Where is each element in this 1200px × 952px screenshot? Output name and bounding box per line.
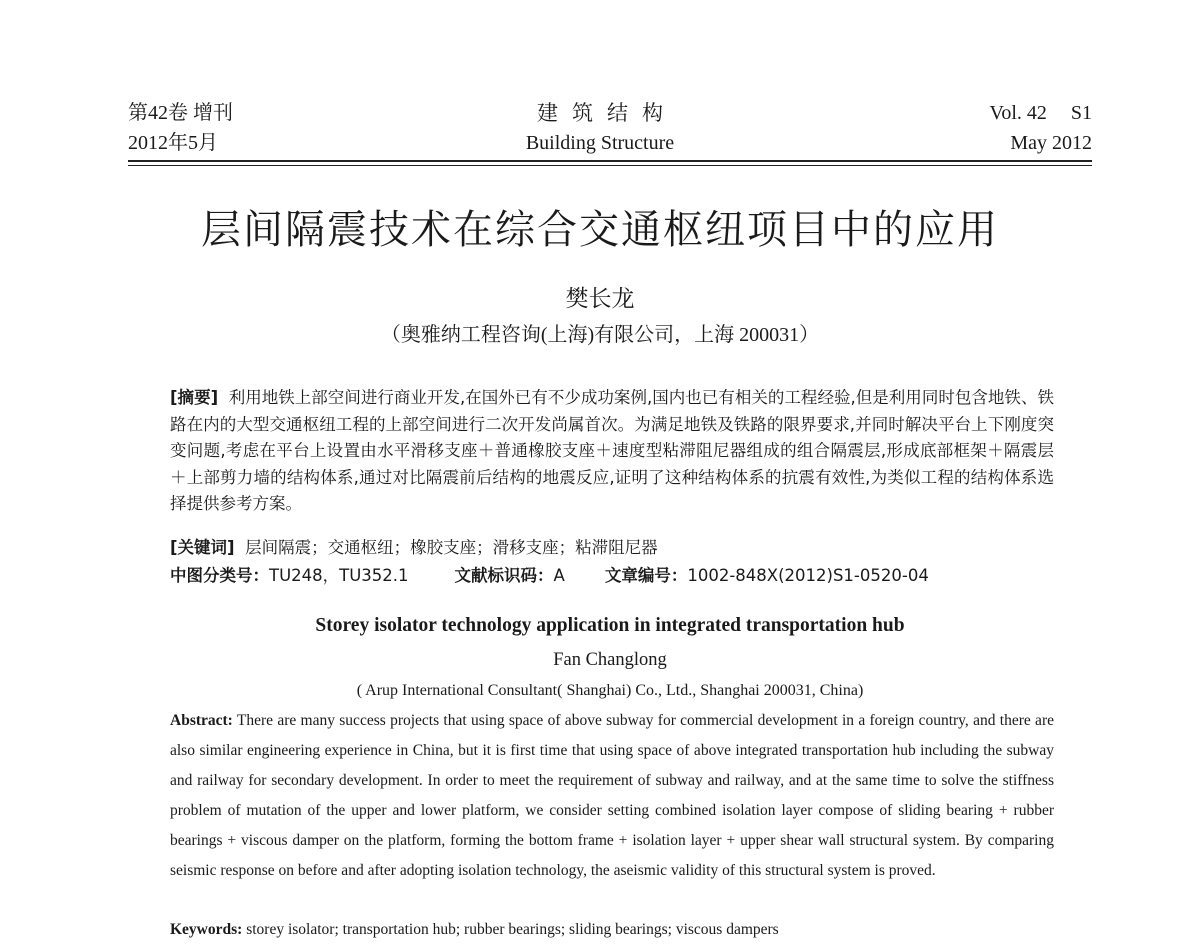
keywords-en	[170, 916, 779, 944]
paper-title-en: Storey isolator technology application in integrated transportation hub	[315, 615, 905, 636]
header-rule-thin	[128, 165, 1092, 166]
abstract-cn-text: 利用地铁上部空间进行商业开发,在国外已有不少成功案例,国内也已有相关的工程经验,但是利用同时包含地铁、铁路在内的大型交通枢纽工程的上部空间进行二次开发尚属首次。为满足地铁及铁路的限界要求,并同时解决平台上下刚度突变问题,考虑在平台上设置由水平滑移支座＋普通橡胶支座＋速度型粘滞阻尼器组成的组合隔震层,形成底部框架＋隔震层＋上部剪力墙的结构体系,通过对比隔震前后结构的地震反应,证明了这种结构体系的抗震有效性,为类似工程的结构体系选择提供参考方案。	[170, 388, 1054, 514]
abstract-cn	[170, 385, 1054, 518]
author-en: Fan Changlong	[553, 650, 667, 670]
article-label: 文章编号：	[604, 566, 688, 585]
abstract-cn-label: [摘要]	[170, 388, 219, 407]
clc-label: 中图分类号：	[170, 566, 269, 585]
document-code	[455, 563, 565, 589]
volume-line: 第42卷 增刊	[128, 102, 233, 124]
vol-issue-line	[989, 98, 1092, 128]
issue-number: S1	[1070, 102, 1092, 124]
author-cn: 樊长龙	[565, 286, 635, 311]
abstract-en	[170, 706, 1054, 886]
date-line: 2012年5月	[128, 132, 218, 154]
paper-title-cn: 层间隔震技术在综合交通枢纽项目中的应用	[201, 207, 999, 253]
clc-code	[170, 563, 409, 589]
affiliation-en: ( Arup International Consultant( Shanghai) Co., Ltd., Shanghai 200031, China)	[356, 682, 864, 699]
vol-number: Vol. 42	[989, 102, 1047, 124]
keywords-cn-text: 层间隔震；交通枢纽；橡胶支座；滑移支座；粘滞阻尼器	[245, 538, 658, 557]
journal-name	[410, 98, 790, 158]
abstract-en-label: Abstract:	[170, 712, 233, 729]
keywords-cn	[170, 535, 658, 561]
clc-value: TU248，TU352.1	[269, 566, 409, 585]
journal-name-en: Building Structure	[525, 132, 675, 154]
classification-line	[170, 563, 929, 589]
article-value: 1002-848X(2012)S1-0520-04	[687, 566, 929, 585]
affiliation-cn: （奥雅纳工程咨询(上海)有限公司，上海 200031）	[380, 324, 820, 346]
keywords-en-label: Keywords:	[170, 921, 243, 938]
journal-issue-info	[989, 98, 1092, 158]
keywords-cn-label: [关键词]	[170, 538, 235, 557]
issue-date: May 2012	[1010, 132, 1092, 154]
article-number	[605, 563, 929, 589]
journal-volume-info	[128, 98, 233, 158]
doc-value: A	[553, 566, 565, 585]
doc-label: 文献标识码：	[454, 566, 554, 585]
abstract-en-text: There are many success projects that using space of above subway for commercial development in a foreign country, and there are also similar engineering experience in China, but it is first time that using space of above integrated transportation hub including the subway and railway for secondary development. In order to meet the requirement of subway and railway, and at the same time to solve the stiffness problem of mutation of the upper and lower platform, we consider setting combined isolation layer compose of sliding bearing + rubber bearings + viscous damper on the platform, forming the bottom frame + isolation layer + upper shear wall structural system. By comparing seismic response on before and after adopting isolation technology, the aseismic validity of this structural system is proved.	[170, 712, 1054, 879]
keywords-en-text: storey isolator; transportation hub; rubber bearings; sliding bearings; viscous dampers	[246, 921, 779, 938]
header-rule-thick	[128, 160, 1092, 162]
journal-name-cn: 建筑结构	[537, 101, 677, 125]
